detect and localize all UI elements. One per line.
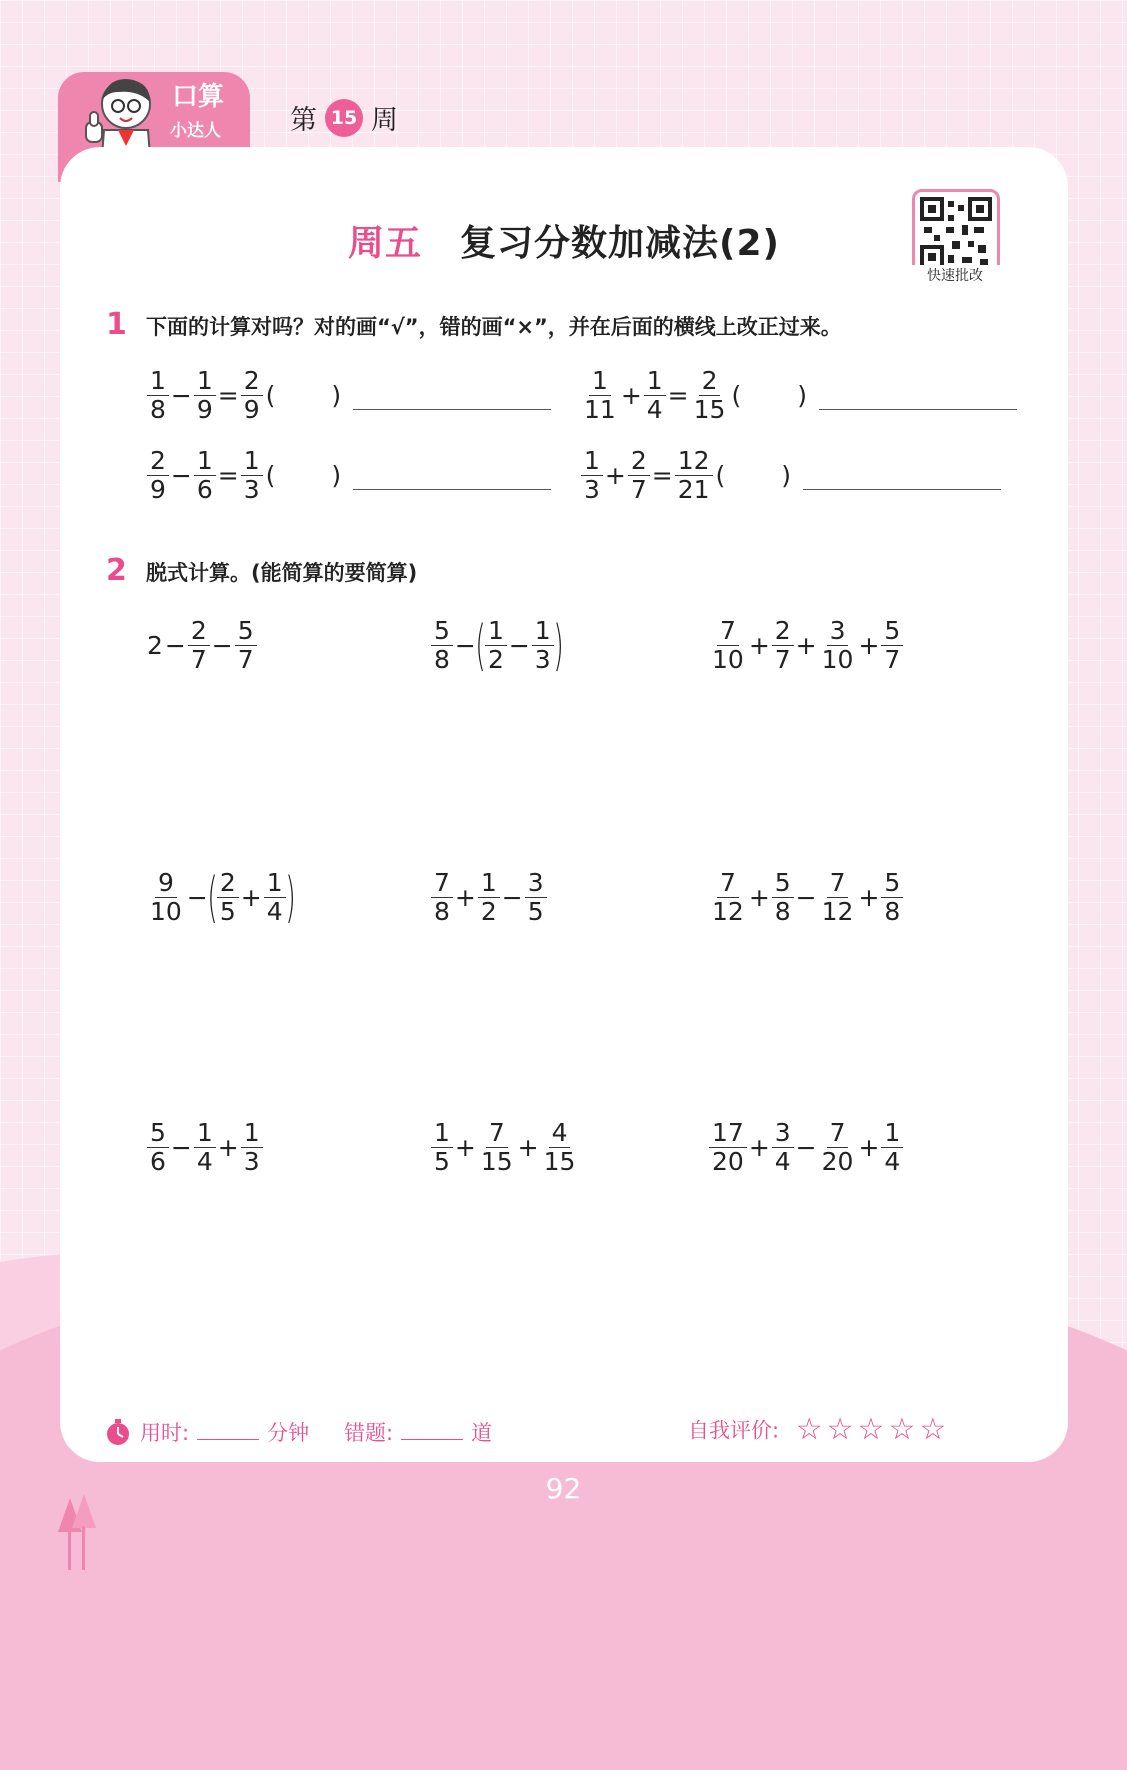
operator: − (164, 631, 186, 660)
numerator: 1 (581, 447, 603, 476)
denominator: 6 (150, 1147, 166, 1176)
denominator: 7 (237, 645, 254, 674)
qr-label: 快速批改 (904, 265, 1006, 285)
fraction (772, 869, 794, 926)
operator: − (454, 631, 476, 660)
fraction (881, 617, 903, 674)
fraction (675, 447, 713, 504)
fraction (644, 367, 666, 424)
check-mark-blank[interactable] (716, 461, 792, 490)
rating-stars[interactable]: ☆☆☆☆☆ (795, 1412, 951, 1447)
fraction (264, 869, 286, 926)
fraction (709, 869, 747, 926)
denominator: 2 (480, 897, 497, 926)
fraction (709, 1119, 747, 1176)
fraction (194, 1119, 216, 1176)
q1-expression (146, 367, 551, 424)
denominator: 5 (527, 897, 544, 926)
fraction (772, 1119, 794, 1176)
fraction (194, 367, 216, 424)
operator: + (795, 631, 817, 660)
numerator: 1 (532, 617, 554, 646)
time-input-line[interactable] (197, 1439, 259, 1440)
operator: + (858, 631, 880, 660)
whole-number: 2 (147, 631, 163, 660)
numerator: 1 (194, 367, 216, 396)
numerator: 7 (717, 617, 739, 646)
fraction (147, 1119, 169, 1176)
correction-line[interactable] (353, 489, 551, 490)
denominator: 6 (196, 475, 213, 504)
rating-label: 自我评价: (688, 1418, 780, 1443)
question-1-instruction: 下面的计算对吗？对的画“√”，错的画“×”，并在后面的横线上改正过来。 (146, 315, 842, 339)
numerator: 5 (431, 617, 453, 646)
numerator: 2 (147, 447, 169, 476)
errors-label: 错题: (344, 1421, 394, 1445)
operator: − (211, 631, 233, 660)
parenthesis: ( (475, 613, 486, 677)
q2-expression (708, 869, 904, 926)
operator: + (454, 1133, 476, 1162)
paren-close: ) (797, 381, 807, 410)
numerator: 3 (772, 1119, 794, 1148)
equals-sign: = (651, 461, 673, 490)
fraction (235, 617, 257, 674)
denominator: 9 (150, 475, 166, 504)
parenthesis: ) (284, 865, 296, 929)
fraction (525, 869, 547, 926)
fraction (709, 617, 747, 674)
paren-open: ( (265, 381, 276, 410)
operator: + (517, 1133, 539, 1162)
paren-open: ( (731, 381, 742, 410)
denominator: 12 (821, 897, 854, 926)
paren-close: ) (331, 461, 342, 490)
week-prefix: 第 (290, 105, 317, 136)
operator: + (454, 883, 476, 912)
fraction (628, 447, 650, 504)
q2-expression (430, 869, 548, 926)
numerator: 1 (478, 869, 500, 898)
worksheet-card (60, 147, 1068, 1462)
numerator: 7 (486, 1119, 508, 1148)
check-mark-blank[interactable] (731, 381, 807, 410)
numerator: 1 (485, 617, 507, 646)
title-day: 周五 (348, 223, 423, 264)
denominator: 20 (712, 1147, 744, 1176)
denominator: 21 (677, 475, 710, 504)
numerator: 7 (431, 869, 453, 898)
numerator: 1 (644, 367, 666, 396)
tree-icon (54, 1492, 104, 1570)
week-suffix: 周 (371, 105, 398, 136)
fraction (431, 617, 453, 674)
fraction (691, 367, 729, 424)
denominator: 11 (584, 395, 616, 424)
denominator: 3 (584, 475, 600, 504)
numerator: 7 (827, 869, 849, 898)
fraction (478, 869, 500, 926)
numerator: 5 (881, 869, 903, 898)
numerator: 1 (194, 1119, 216, 1148)
numerator: 1 (589, 367, 611, 396)
denominator: 5 (219, 897, 236, 926)
brand-subtitle: 小达人 (170, 121, 221, 141)
operator: + (748, 883, 770, 912)
operator: + (240, 883, 262, 912)
numerator: 1 (431, 1119, 453, 1148)
numerator: 2 (699, 367, 721, 396)
denominator: 15 (543, 1147, 576, 1176)
q2-expression (430, 1119, 579, 1176)
correction-line[interactable] (803, 489, 1001, 490)
paren-close: ) (781, 461, 792, 490)
numerator: 2 (628, 447, 650, 476)
denominator: 12 (712, 897, 744, 926)
operator: + (748, 631, 770, 660)
denominator: 10 (712, 645, 744, 674)
fraction (147, 447, 169, 504)
operator: − (795, 883, 817, 912)
paren-close: ) (331, 381, 342, 410)
denominator: 8 (884, 897, 901, 926)
fraction (581, 367, 619, 424)
denominator: 20 (821, 1147, 854, 1176)
q2-expression (430, 613, 564, 677)
denominator: 8 (774, 897, 791, 926)
fraction (188, 617, 210, 674)
fraction (881, 1119, 903, 1176)
operator: − (170, 381, 192, 410)
fraction (241, 367, 263, 424)
numerator: 7 (827, 1119, 849, 1148)
numerator: 1 (881, 1119, 903, 1148)
footer-errors (344, 1417, 492, 1447)
numerator: 2 (772, 617, 794, 646)
equals-sign: = (217, 461, 239, 490)
q2-expression (146, 865, 296, 929)
paren-open: ( (265, 461, 276, 490)
errors-input-line[interactable] (401, 1439, 463, 1440)
fraction (881, 869, 903, 926)
numerator: 2 (217, 869, 239, 898)
fraction (541, 1119, 579, 1176)
fraction (772, 617, 794, 674)
check-mark-blank[interactable] (266, 381, 342, 410)
check-mark-blank[interactable] (266, 461, 342, 490)
denominator: 4 (196, 1147, 213, 1176)
numerator: 1 (241, 447, 263, 476)
operator: − (795, 1133, 817, 1162)
denominator: 7 (884, 645, 901, 674)
fraction (431, 869, 453, 926)
fraction (485, 617, 507, 674)
q1-expression (580, 367, 1017, 424)
numerator: 4 (549, 1119, 571, 1148)
numerator: 1 (241, 1119, 263, 1148)
operator: + (748, 1133, 770, 1162)
numerator: 2 (188, 617, 210, 646)
week-indicator (290, 98, 398, 137)
week-number-badge: 15 (325, 99, 363, 137)
denominator: 4 (266, 897, 283, 926)
denominator: 5 (434, 1147, 450, 1176)
numerator: 5 (235, 617, 257, 646)
numerator: 9 (155, 869, 177, 898)
numerator: 1 (194, 447, 216, 476)
denominator: 10 (821, 645, 854, 674)
fraction (241, 447, 263, 504)
numerator: 12 (675, 447, 713, 476)
numerator: 7 (717, 869, 739, 898)
question-2-number: 2 (106, 553, 127, 588)
numerator: 2 (241, 367, 263, 396)
fraction (819, 617, 857, 674)
question-1-number: 1 (106, 307, 127, 342)
fraction (194, 447, 216, 504)
fraction (147, 869, 185, 926)
denominator: 8 (150, 395, 166, 424)
numerator: 1 (264, 869, 286, 898)
operator: − (170, 461, 192, 490)
numerator: 5 (147, 1119, 169, 1148)
time-label: 用时: (140, 1421, 190, 1445)
question-2-instruction: 脱式计算。(能简算的要简算) (146, 561, 418, 585)
fraction (532, 617, 554, 674)
fraction (217, 869, 239, 926)
q2-expression (146, 1119, 264, 1176)
numerator: 5 (772, 869, 794, 898)
correction-line[interactable] (819, 409, 1017, 410)
title-topic: 复习分数加减法(2) (460, 223, 780, 264)
denominator: 9 (196, 395, 213, 424)
numerator: 1 (147, 367, 169, 396)
numerator: 3 (525, 869, 547, 898)
denominator: 10 (150, 897, 182, 926)
denominator: 9 (243, 395, 260, 424)
operator: − (186, 883, 208, 912)
correction-line[interactable] (353, 409, 551, 410)
equals-sign: = (667, 381, 689, 410)
operator: − (501, 883, 523, 912)
page-number: 92 (545, 1472, 582, 1505)
operator: − (170, 1133, 192, 1162)
denominator: 8 (434, 897, 450, 926)
fraction (819, 869, 857, 926)
fraction (478, 1119, 516, 1176)
paren-open: ( (715, 461, 726, 490)
operator: + (858, 1133, 880, 1162)
denominator: 8 (434, 645, 450, 674)
operator: + (217, 1133, 239, 1162)
parenthesis: ) (552, 613, 564, 677)
fraction (431, 1119, 453, 1176)
denominator: 4 (884, 1147, 901, 1176)
footer-rating (688, 1412, 950, 1447)
equals-sign: = (217, 381, 239, 410)
footer-time (104, 1417, 309, 1451)
stopwatch-icon (104, 1418, 132, 1451)
errors-unit: 道 (471, 1421, 493, 1445)
denominator: 7 (630, 475, 647, 504)
q2-expression (708, 1119, 904, 1176)
numerator: 17 (709, 1119, 747, 1148)
operator: + (858, 883, 880, 912)
fraction (241, 1119, 263, 1176)
parenthesis: ( (207, 865, 218, 929)
operator: + (604, 461, 626, 490)
fraction (581, 447, 603, 504)
time-unit: 分钟 (267, 1421, 310, 1445)
operator: − (508, 631, 530, 660)
q2-expression (146, 617, 258, 674)
denominator: 3 (243, 1147, 260, 1176)
brand-title: 口算 (172, 82, 225, 112)
operator: + (620, 381, 642, 410)
fraction (819, 1119, 857, 1176)
denominator: 2 (487, 645, 504, 674)
q1-expression (146, 447, 551, 504)
numerator: 5 (881, 617, 903, 646)
denominator: 3 (243, 475, 260, 504)
q1-expression (580, 447, 1001, 504)
denominator: 15 (693, 395, 726, 424)
denominator: 4 (774, 1147, 791, 1176)
denominator: 15 (480, 1147, 513, 1176)
q2-expression (708, 617, 904, 674)
denominator: 3 (534, 645, 551, 674)
denominator: 4 (646, 395, 663, 424)
fraction (147, 367, 169, 424)
denominator: 7 (774, 645, 791, 674)
numerator: 3 (827, 617, 849, 646)
denominator: 7 (190, 645, 207, 674)
